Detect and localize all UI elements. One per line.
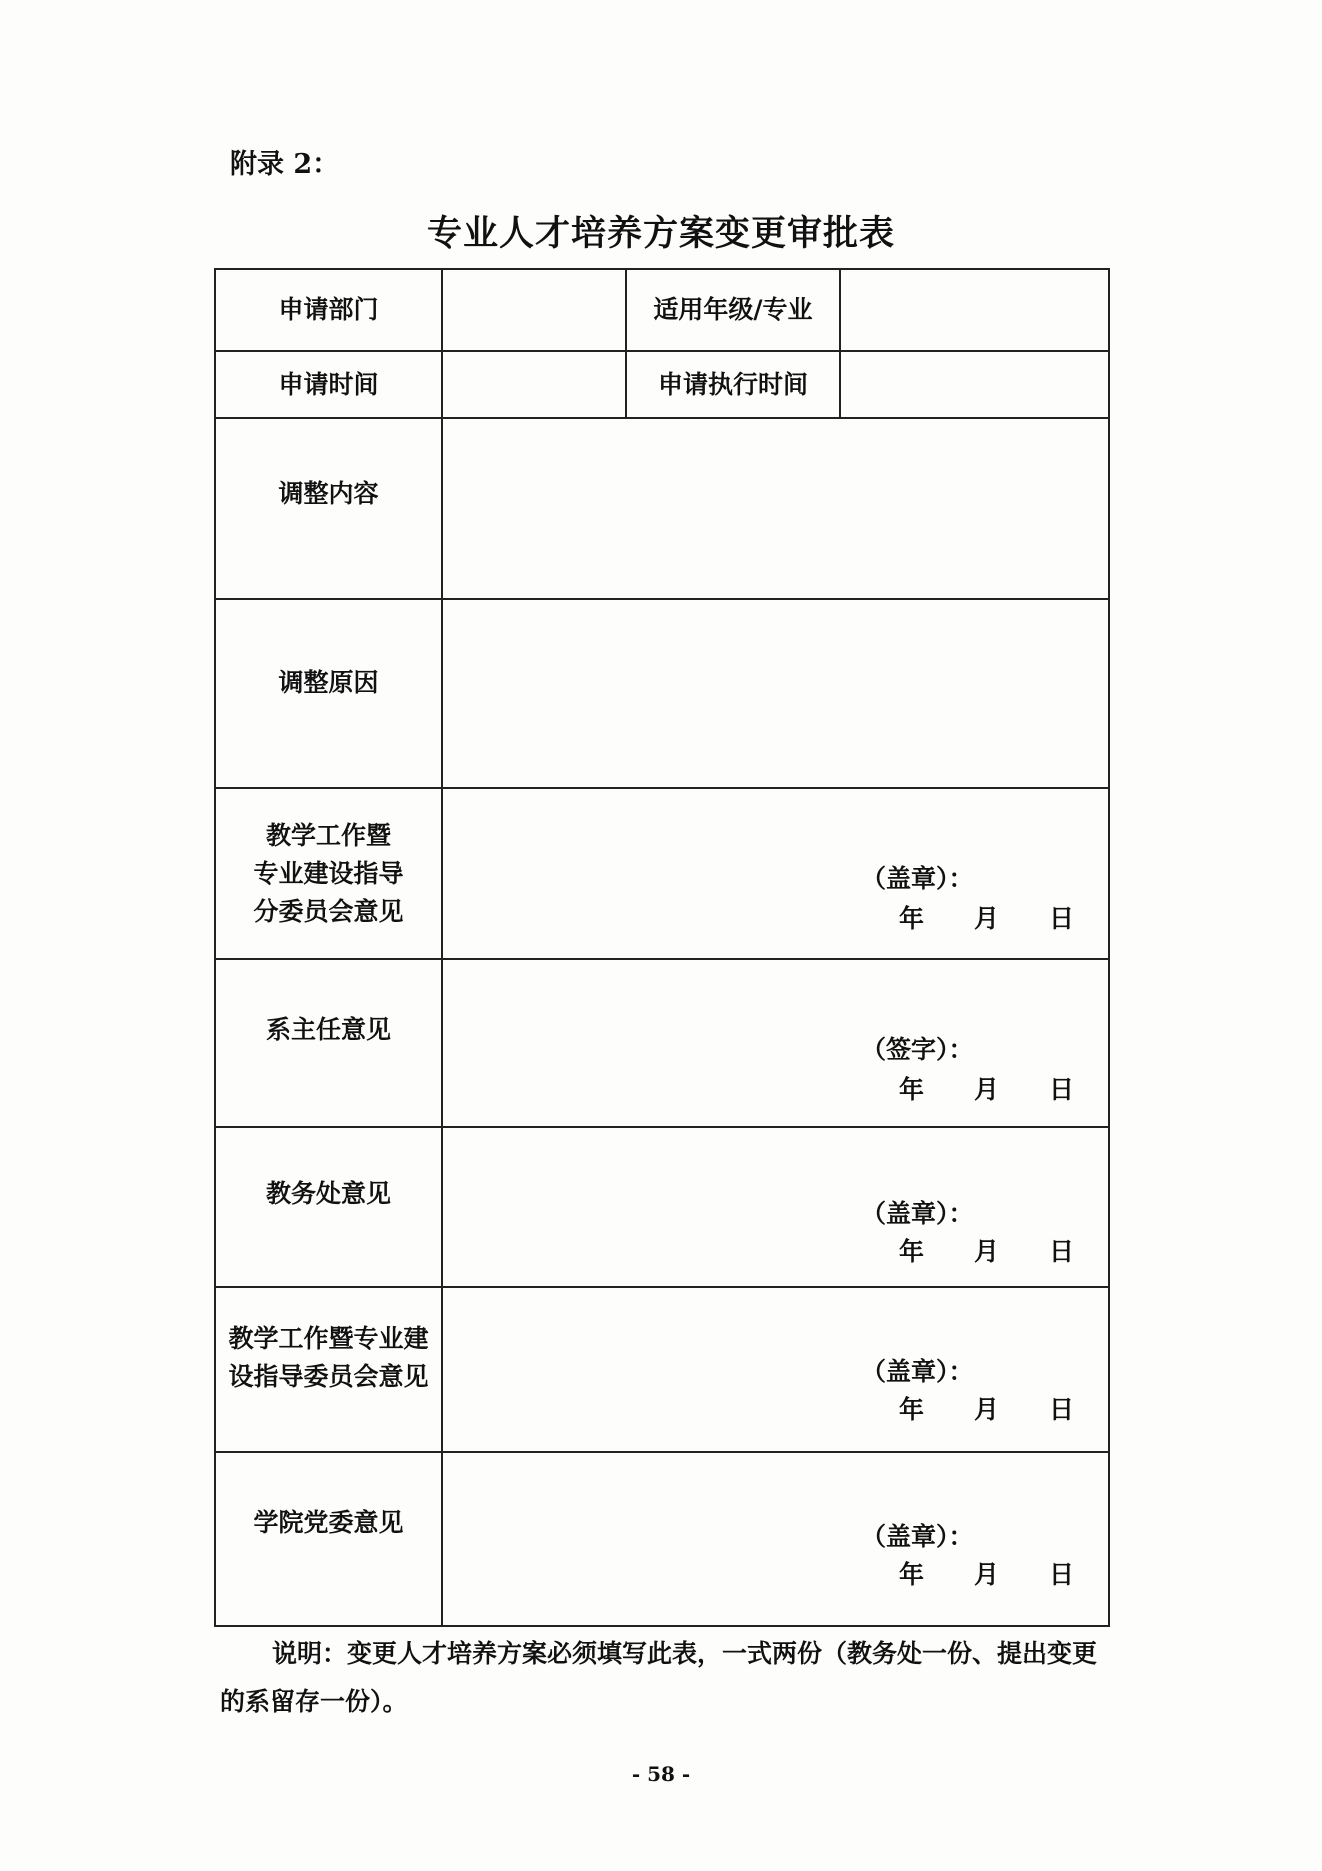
label-line: 学院党委意见	[253, 1508, 404, 1537]
committee-opinion-field[interactable]	[443, 1288, 1108, 1451]
label-line: 教学工作暨	[265, 820, 391, 850]
party-committee-opinion-label	[216, 1453, 441, 1593]
academic-affairs-opinion-field[interactable]	[443, 1128, 1108, 1286]
label-line: 教务处意见	[265, 1179, 391, 1208]
exec-time-field[interactable]	[841, 352, 1108, 417]
date-line: 年 月 日	[899, 1395, 1075, 1424]
label-line: 分委员会意见	[253, 896, 404, 926]
label-line: 系主任意见	[265, 1015, 391, 1044]
appendix-label: 附录 2：	[230, 149, 340, 180]
note-line: 说明：变更人才培养方案必须填写此表，一式两份（教务处一份、提出变更	[272, 1639, 1098, 1668]
adjust-reason-field[interactable]	[443, 600, 1108, 787]
date-line: 年 月 日	[899, 1560, 1075, 1589]
date-line: 年 月 日	[899, 1075, 1075, 1104]
committee-opinion-label	[216, 1288, 441, 1428]
label-line: 设指导委员会意见	[228, 1362, 429, 1391]
apply-dept-label: 申请部门	[278, 295, 379, 324]
adjust-content-label: 调整内容	[278, 479, 379, 508]
seal-label: （盖章）：	[861, 1357, 974, 1386]
academic-affairs-opinion-label	[216, 1128, 441, 1260]
seal-label: （盖章）：	[861, 1199, 974, 1228]
grade-major-label: 适用年级/专业	[653, 295, 813, 324]
label-line: 专业建设指导	[253, 858, 404, 888]
note-line: 的系留存一份）。	[220, 1687, 408, 1716]
dept-head-opinion-field[interactable]	[443, 960, 1108, 1126]
exec-time-label: 申请执行时间	[657, 369, 808, 399]
apply-time-field[interactable]	[443, 352, 625, 417]
form-title: 专业人才培养方案变更审批表	[426, 213, 895, 254]
grade-major-field[interactable]	[841, 270, 1108, 350]
date-line: 年 月 日	[899, 904, 1075, 933]
date-line: 年 月 日	[899, 1237, 1075, 1266]
apply-time-label: 申请时间	[278, 369, 379, 399]
seal-label: （盖章）：	[861, 864, 974, 893]
signature-label: （签字）：	[861, 1035, 974, 1064]
form-note	[220, 1630, 1100, 1726]
seal-label: （盖章）：	[861, 1522, 974, 1551]
label-line: 教学工作暨专业建	[228, 1324, 429, 1353]
subcommittee-opinion-label	[216, 789, 441, 958]
dept-head-opinion-label	[216, 960, 441, 1100]
adjust-reason-label: 调整原因	[278, 667, 379, 697]
page-number: - 58 -	[631, 1762, 691, 1786]
party-committee-opinion-field[interactable]	[443, 1453, 1108, 1625]
subcommittee-opinion-field[interactable]	[443, 789, 1108, 958]
adjust-content-field[interactable]	[443, 419, 1108, 598]
apply-dept-field[interactable]	[443, 270, 625, 350]
approval-form-table	[214, 268, 1110, 1627]
